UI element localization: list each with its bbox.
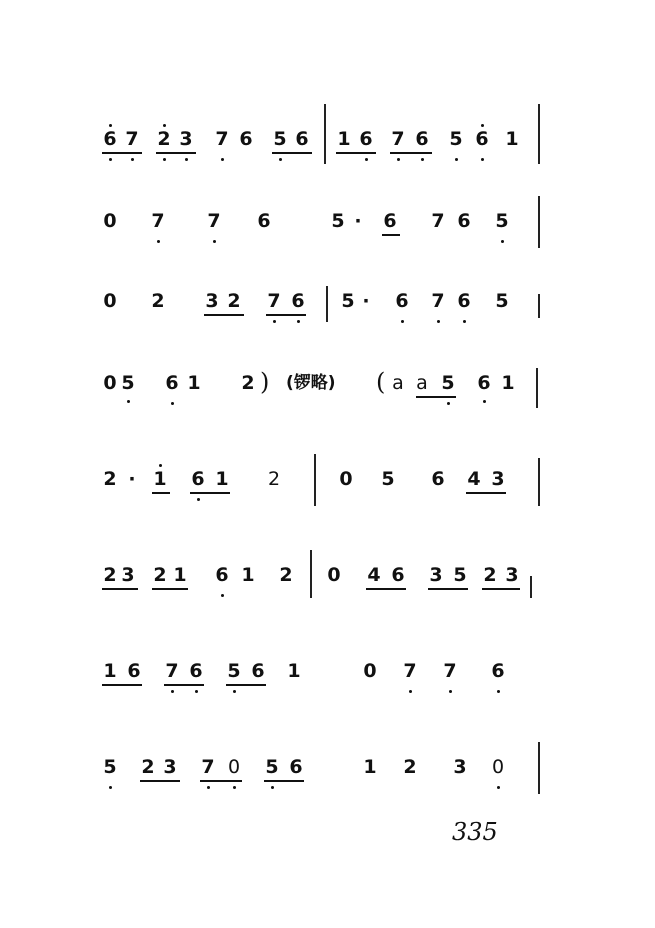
note: 6: [189, 660, 203, 682]
note: a: [416, 372, 428, 394]
note: 6: [359, 128, 373, 150]
note: 1: [363, 756, 377, 778]
dot: [207, 786, 210, 789]
note: 3: [163, 756, 177, 778]
underline: [140, 780, 180, 782]
underline: [264, 780, 304, 782]
note: 3: [179, 128, 193, 150]
note: 1: [241, 564, 255, 586]
note: 2: [483, 564, 497, 586]
note: 0: [227, 756, 241, 778]
note: a: [392, 372, 404, 394]
note: 2: [153, 564, 167, 586]
note: 6: [239, 128, 253, 150]
page-number: 335: [452, 818, 498, 846]
underline: [164, 684, 204, 686]
underline: [190, 492, 230, 494]
dot: [271, 786, 274, 789]
dot: [157, 240, 160, 243]
underline: [266, 314, 306, 316]
note: 6: [395, 290, 409, 312]
note: 2: [241, 372, 255, 394]
note: 0: [103, 210, 117, 232]
note: 5: [265, 756, 279, 778]
dot: [221, 594, 224, 597]
score-line-4: [100, 368, 540, 412]
note: 7: [125, 128, 139, 150]
dot: [481, 158, 484, 161]
underline: [482, 588, 520, 590]
note: 6: [457, 290, 471, 312]
note: 0: [363, 660, 377, 682]
underline: [102, 588, 138, 590]
note: 7: [431, 210, 445, 232]
bar-line: [314, 454, 316, 506]
bar-line: [538, 196, 540, 248]
bar-line: [326, 286, 328, 322]
dot: [365, 158, 368, 161]
underline: [156, 152, 196, 154]
note: 6: [491, 660, 505, 682]
dot: [109, 124, 112, 127]
bar-line: [538, 742, 540, 794]
note: 1: [337, 128, 351, 150]
note: 6: [127, 660, 141, 682]
score-line-1: [100, 128, 540, 168]
note: 2: [279, 564, 293, 586]
dot: [421, 158, 424, 161]
underline: [152, 588, 188, 590]
note: 7: [267, 290, 281, 312]
note: ·: [362, 290, 370, 312]
note: 2: [103, 564, 117, 586]
note: 6: [295, 128, 309, 150]
dot: [481, 124, 484, 127]
note: 7: [207, 210, 221, 232]
note: 2: [267, 468, 281, 490]
note: 1: [103, 660, 117, 682]
dot: [185, 158, 188, 161]
dot: [447, 402, 450, 405]
dot: [171, 402, 174, 405]
note: 3: [205, 290, 219, 312]
note: 1: [501, 372, 515, 394]
note: 7: [431, 290, 445, 312]
note: 6: [431, 468, 445, 490]
note: 6: [457, 210, 471, 232]
score-line-8: [100, 756, 540, 796]
note: 1: [287, 660, 301, 682]
bar-line: [536, 368, 538, 408]
note: 1: [187, 372, 201, 394]
dot: [455, 158, 458, 161]
note: 0: [327, 564, 341, 586]
note: 6: [291, 290, 305, 312]
underline: [416, 396, 456, 398]
underline: [272, 152, 312, 154]
score-line-6: [100, 564, 540, 604]
dot: [213, 240, 216, 243]
underline: [204, 314, 244, 316]
dot: [297, 320, 300, 323]
note: 5: [331, 210, 345, 232]
note: 5: [121, 372, 135, 394]
dot: [449, 690, 452, 693]
dot: [159, 464, 162, 467]
dot: [501, 240, 504, 243]
note: 6: [103, 128, 117, 150]
underline: [428, 588, 468, 590]
dot: [463, 320, 466, 323]
paren: (: [376, 368, 386, 396]
bar-line: [310, 550, 312, 598]
dot: [127, 400, 130, 403]
underline: [466, 492, 506, 494]
note: 5: [103, 756, 117, 778]
underline: [382, 234, 400, 236]
note: 1: [215, 468, 229, 490]
underline: [226, 684, 266, 686]
dot: [397, 158, 400, 161]
note: 7: [443, 660, 457, 682]
dot: [497, 690, 500, 693]
note: 5: [453, 564, 467, 586]
dot: [109, 786, 112, 789]
dot: [195, 690, 198, 693]
note: 0: [491, 756, 505, 778]
note: ·: [354, 210, 362, 232]
note: 5: [273, 128, 287, 150]
note: 6: [165, 372, 179, 394]
note: 3: [505, 564, 519, 586]
note: 5: [341, 290, 355, 312]
note: 6: [477, 372, 491, 394]
note: ·: [128, 468, 136, 490]
note: 6: [383, 210, 397, 232]
note: 0: [339, 468, 353, 490]
note: 5: [381, 468, 395, 490]
dot: [409, 690, 412, 693]
percussion-marking: (锣略): [286, 373, 336, 393]
dot: [233, 690, 236, 693]
dot: [401, 320, 404, 323]
note: 7: [201, 756, 215, 778]
dot: [163, 124, 166, 127]
note: 2: [157, 128, 171, 150]
note: 7: [151, 210, 165, 232]
underline: [336, 152, 376, 154]
note: 3: [453, 756, 467, 778]
underline: [102, 684, 142, 686]
score-line-2: [100, 210, 540, 250]
dot: [483, 400, 486, 403]
score-line-3: [100, 290, 540, 330]
score-line-7: [100, 660, 540, 700]
underline: [390, 152, 432, 154]
dot: [109, 158, 112, 161]
bar-line: [530, 576, 532, 598]
dot: [221, 158, 224, 161]
note: 1: [173, 564, 187, 586]
note: 4: [467, 468, 481, 490]
note: 5: [495, 210, 509, 232]
note: 0: [103, 372, 117, 394]
note: 7: [391, 128, 405, 150]
note: 5: [227, 660, 241, 682]
note: 4: [367, 564, 381, 586]
note: 2: [227, 290, 241, 312]
note: 0: [103, 290, 117, 312]
note: 6: [257, 210, 271, 232]
note: 3: [121, 564, 135, 586]
dot: [171, 690, 174, 693]
dot: [233, 786, 236, 789]
note: 6: [475, 128, 489, 150]
bar-line: [538, 104, 540, 164]
note: 5: [495, 290, 509, 312]
dot: [279, 158, 282, 161]
dot: [273, 320, 276, 323]
note: 2: [403, 756, 417, 778]
note: 6: [415, 128, 429, 150]
note: 7: [403, 660, 417, 682]
note: 7: [215, 128, 229, 150]
note: 1: [505, 128, 519, 150]
underline: [366, 588, 406, 590]
note: 3: [491, 468, 505, 490]
dot: [437, 320, 440, 323]
note: 1: [153, 468, 167, 490]
score-line-5: [100, 468, 540, 508]
underline: [102, 152, 142, 154]
note: 2: [103, 468, 117, 490]
bar-line: [538, 294, 540, 318]
note: 2: [151, 290, 165, 312]
note: 6: [215, 564, 229, 586]
dot: [131, 158, 134, 161]
underline: [200, 780, 242, 782]
bar-line: [538, 458, 540, 506]
bar-line: [324, 104, 326, 164]
dot: [163, 158, 166, 161]
note: 7: [165, 660, 179, 682]
dot: [197, 498, 200, 501]
note: 2: [141, 756, 155, 778]
note: 3: [429, 564, 443, 586]
note: 6: [289, 756, 303, 778]
paren: ): [260, 368, 270, 396]
note: 6: [391, 564, 405, 586]
dot: [497, 786, 500, 789]
note: 5: [449, 128, 463, 150]
note: 6: [191, 468, 205, 490]
underline: [152, 492, 170, 494]
note: 5: [441, 372, 455, 394]
note: 6: [251, 660, 265, 682]
